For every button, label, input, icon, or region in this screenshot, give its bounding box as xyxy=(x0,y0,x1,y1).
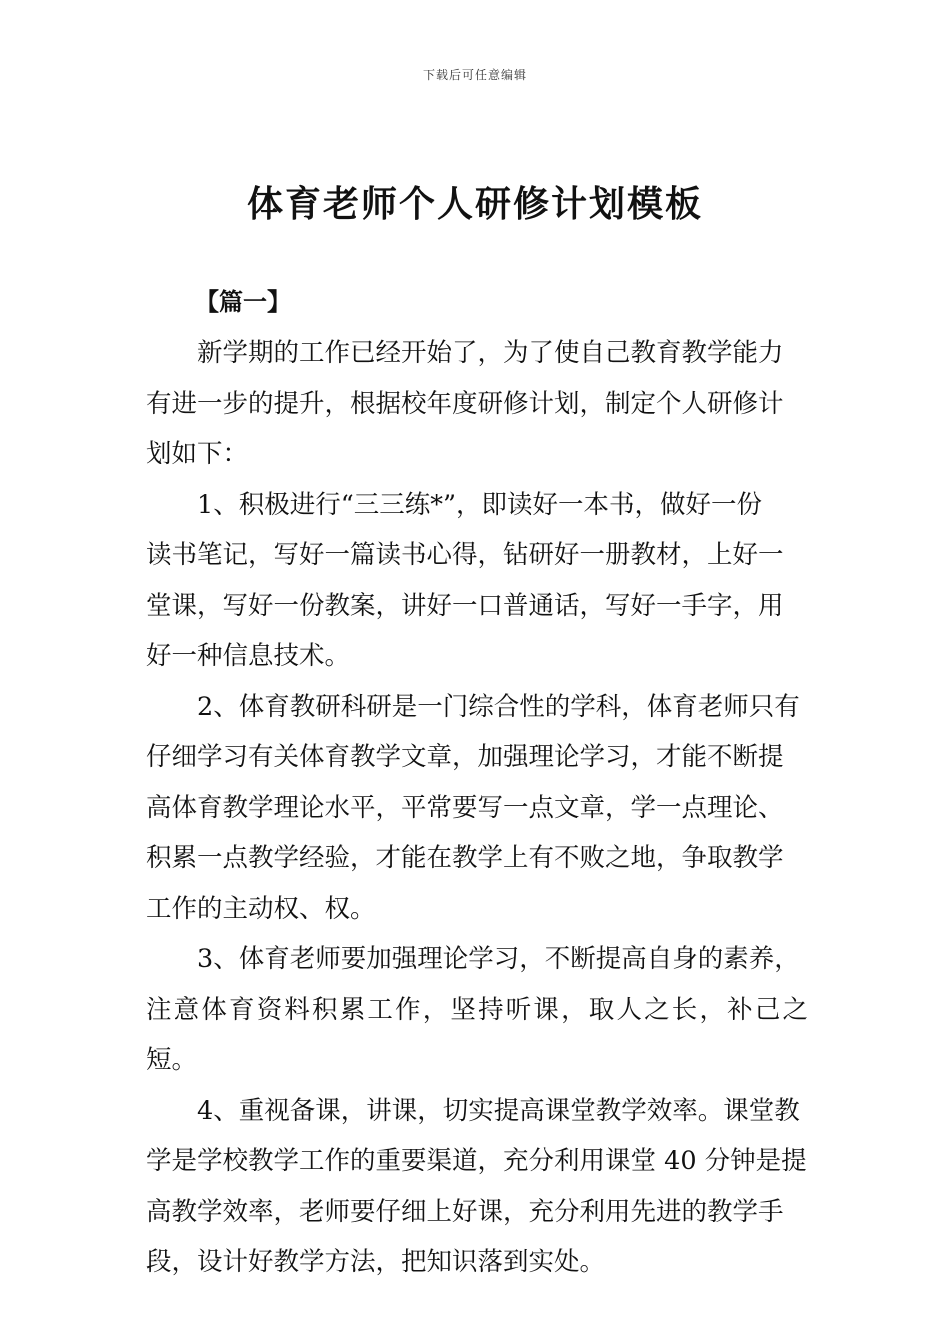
paragraph-item-4: 4、重视备课，讲课，切实提高课堂教学效率。课堂教 学是学校教学工作的重要渠道，充分利用课堂 40 分钟是提 高教学效率，老师要仔细上好课，充分利用先进的教学手 段，设计好教学方法，把知识落到实处。 xyxy=(146,1095,807,1277)
document-title: 体育老师个人研修计划模板 xyxy=(246,184,703,225)
paragraph-intro: 新学期的工作已经开始了，为了使自己教育教学能力 有进一步的提升，根据校年度研修计划，制定个人研修计 划如下： xyxy=(146,338,784,469)
document-body xyxy=(146,328,808,1288)
paragraph-item-3: 3、体育老师要加强理论学习，不断提高自身的素养， 注意体育资料积累工作，坚持听课，取人之长，补己之短。 xyxy=(146,944,808,1075)
header-note: 下载后可任意编辑 xyxy=(422,68,527,82)
section-label: 【篇一】 xyxy=(195,287,291,316)
paragraph-item-2: 2、体育教研科研是一门综合性的学科，体育老师只有 仔细学习有关体育教学文章，加强理论学习，才能不断提 高体育教学理论水平，平常要写一点文章，学一点理论、 积累一点教学经验，才能在教学上有不败之地，争取教学 工作的主动权、权。 xyxy=(146,691,800,924)
paragraph-item-1: 1、积极进行“三三练*”，即读好一本书，做好一份 读书笔记，写好一篇读书心得，钻研好一册教材，上好一 堂课，写好一份教案，讲好一口普通话，写好一手字，用 好一种信息技术。 xyxy=(146,489,784,671)
